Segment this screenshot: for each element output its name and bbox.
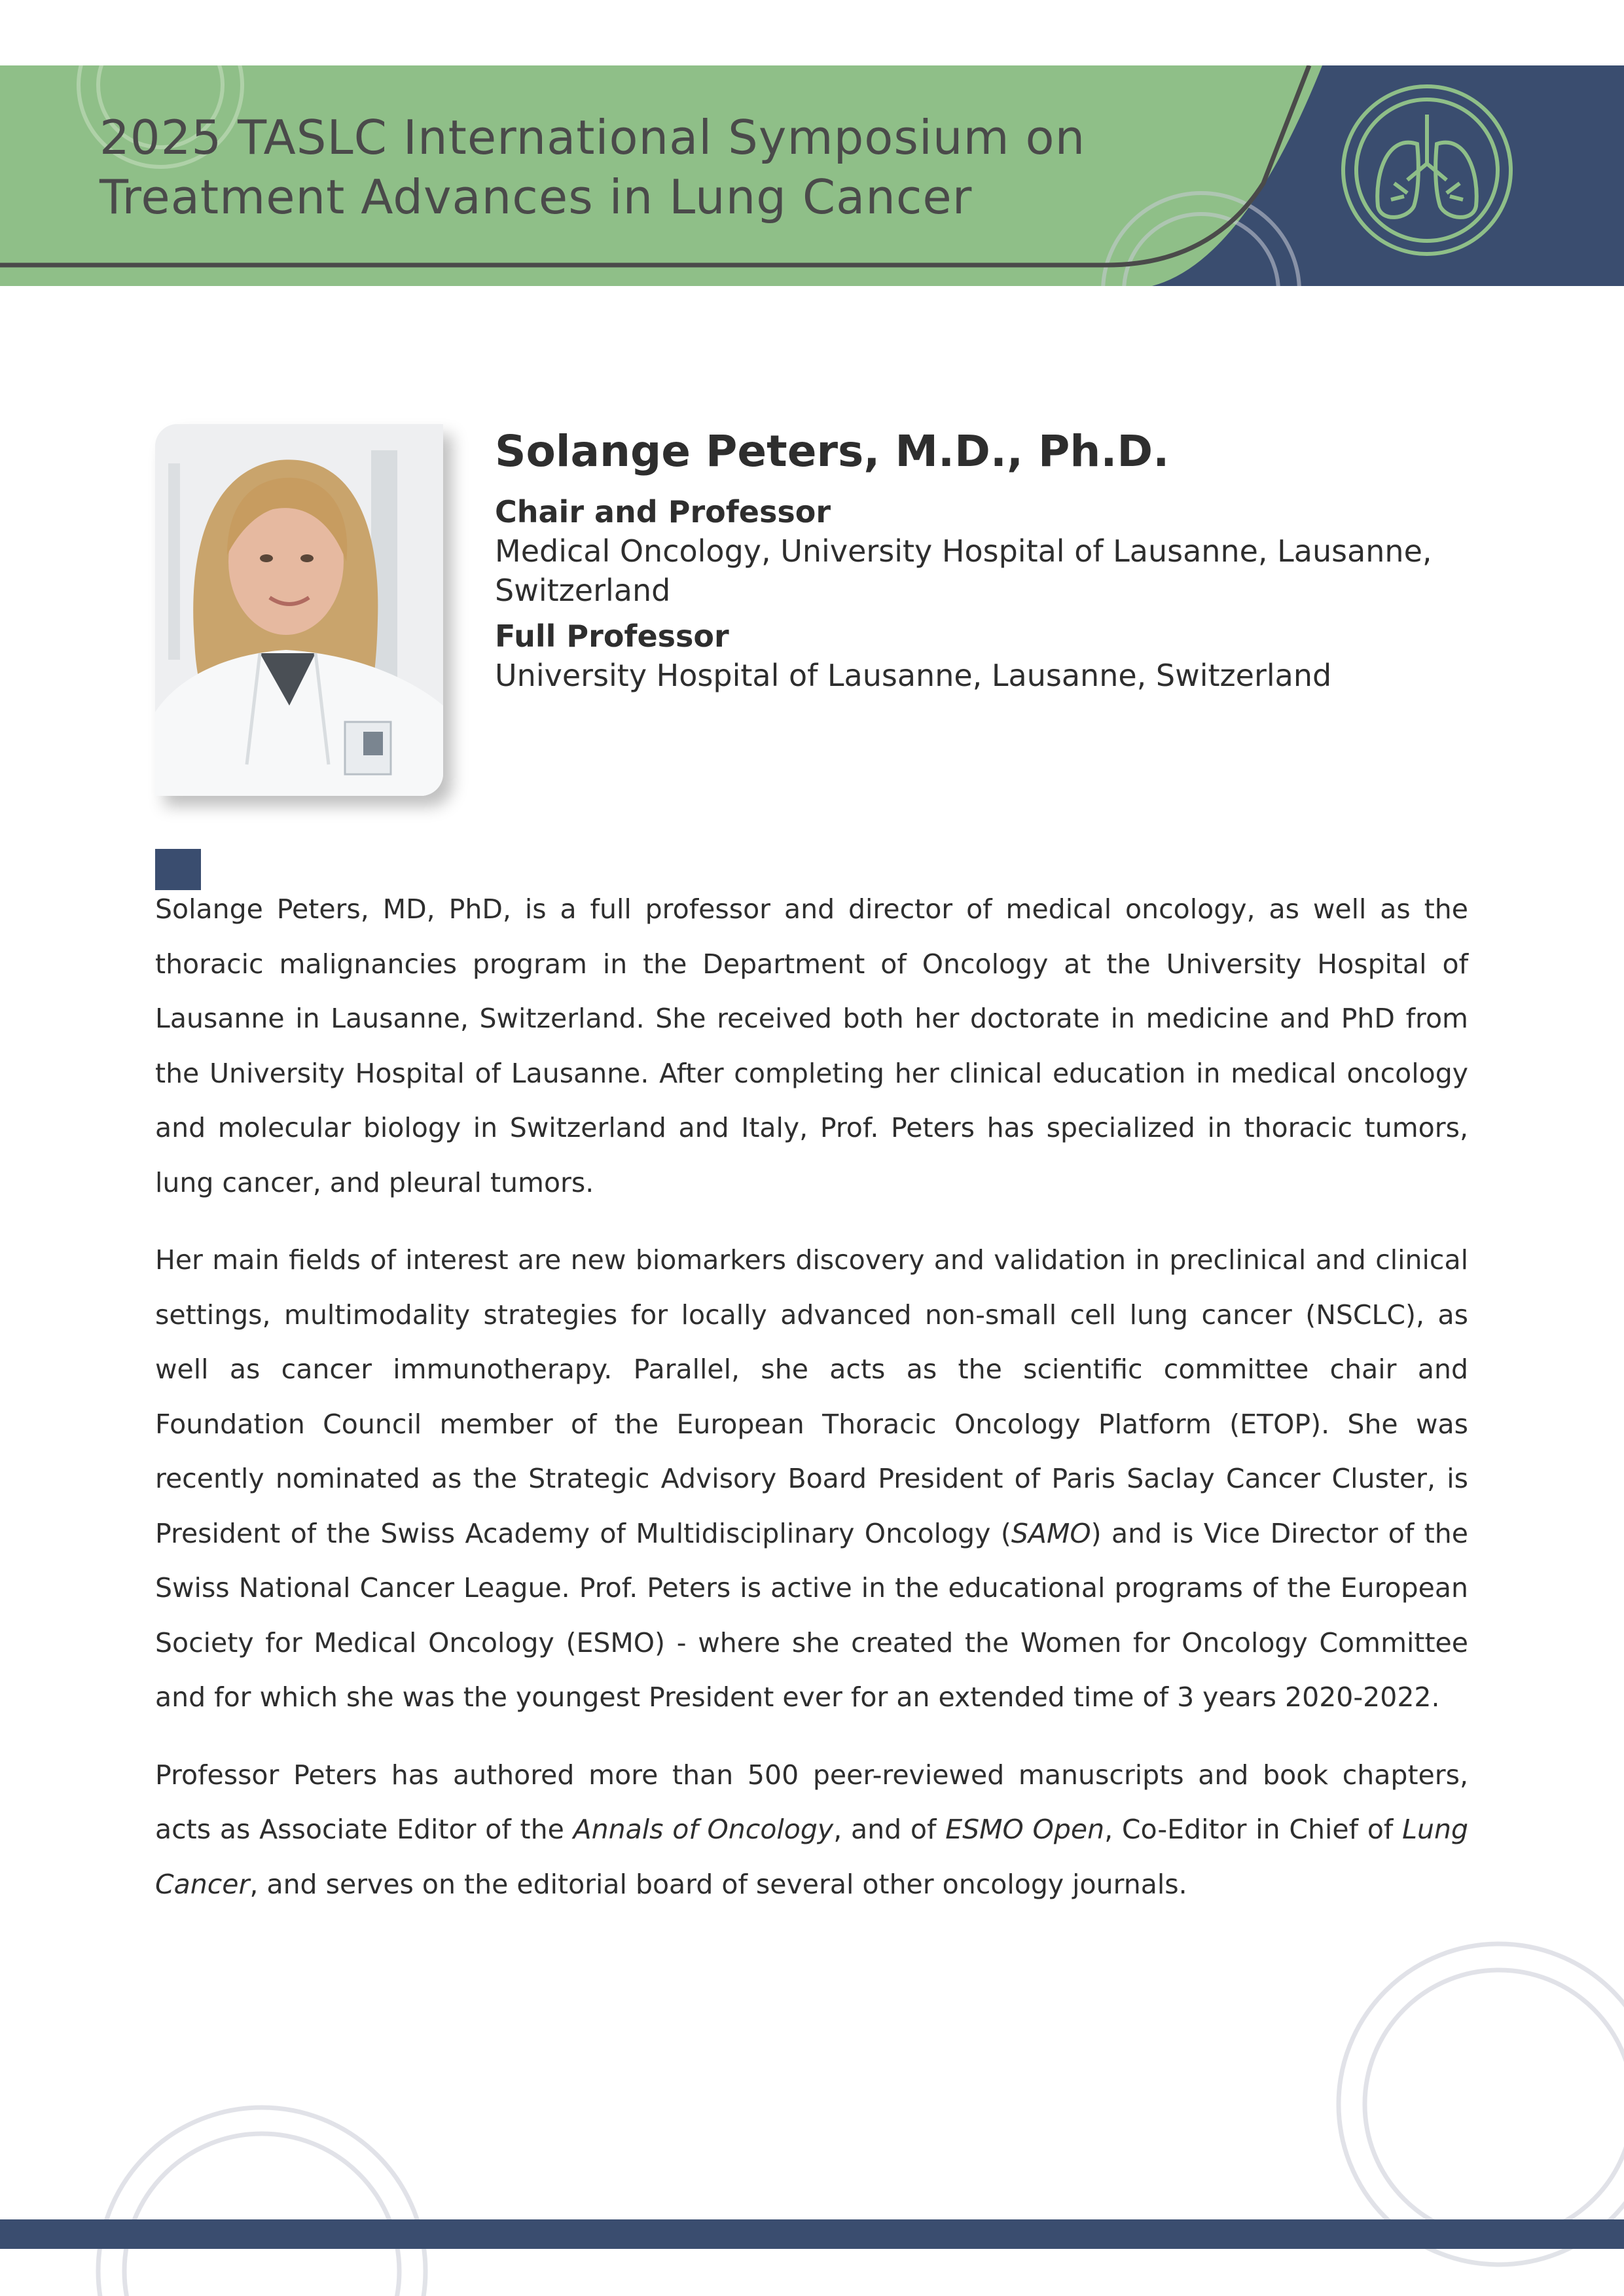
bio-p3-text-g: , and serves on the editorial board of several other oncology journals. xyxy=(249,1868,1187,1900)
bio-paragraph-3 xyxy=(155,1748,1468,1912)
bio-p2-text-a: Her main fields of interest are new biomarkers discovery and validation in preclinical and clinical settings, multimodality strategies for locally advanced non-small cell lung cancer (NSCLC), as well as cancer immunotherapy. Parallel, she acts as the scientific committee chair and Foundation Council member of the European Thoracic Oncology Platform (ETOP). She was recently nominated as the Strategic Advisory Board President of Paris Saclay Cancer Cluster, is President of the Swiss Academy of Multidisciplinary Oncology ( xyxy=(155,1244,1468,1549)
footer-bar xyxy=(0,2219,1624,2249)
role-org-2: University Hospital of Lausanne, Lausanne, Switzerland xyxy=(495,658,1332,693)
journal-lung-cancer: Lung Cancer xyxy=(155,1814,1468,1900)
bio-paragraph-2 xyxy=(155,1233,1468,1725)
role-org-1: Medical Oncology, University Hospital of Lausanne, Lausanne, Switzerland xyxy=(495,533,1432,608)
role-title-2: Full Professor xyxy=(495,619,729,654)
speaker-name: Solange Peters, M.D., Ph.D. xyxy=(495,426,1170,476)
bio-p2-text-c: ) and is Vice Director of the Swiss National Cancer League. Prof. Peters is active in the educational programs of the European Society for Medical Oncology (ESMO) - where she created the Women for Oncology Committee and for which she was the youngest President ever for an extended time of 3 years 2020-2022. xyxy=(155,1517,1468,1713)
samo-abbrev: SAMO xyxy=(1011,1517,1091,1549)
symposium-title-line-1: 2025 TASLC International Symposium on xyxy=(99,110,1086,165)
symposium-title-line-2: Treatment Advances in Lung Cancer xyxy=(99,170,973,224)
journal-esmo-open: ESMO Open xyxy=(945,1814,1105,1845)
bio-p3-text-a: Professor Peters has authored more than 500 peer-reviewed manuscripts and book chapters, acts as Associate Editor of the xyxy=(155,1759,1468,1845)
biography xyxy=(155,882,1468,1935)
bio-p3-text-e: , Co-Editor in Chief of xyxy=(1104,1814,1403,1845)
speaker-portrait xyxy=(155,424,443,796)
role-title-1: Chair and Professor xyxy=(495,494,831,529)
symposium-title xyxy=(99,108,1147,227)
bio-p3-text-c: , and of xyxy=(833,1814,946,1845)
speaker-info xyxy=(495,418,1470,695)
journal-annals-of-oncology: Annals of Oncology xyxy=(573,1814,834,1845)
bio-paragraph-1: Solange Peters, MD, PhD, is a full professor and director of medical oncology, as well as the thoracic malignancies program in the Department of Oncology at the University Hospital of Lausanne in Lausanne, Switzerland. She received both her doctorate in medicine and PhD from the University Hospital of Lausanne. After completing her clinical education in medical oncology and molecular biology in Switzerland and Italy, Prof. Peters has specialized in thoracic tumors, lung cancer, and pleural tumors. xyxy=(155,893,1468,1198)
